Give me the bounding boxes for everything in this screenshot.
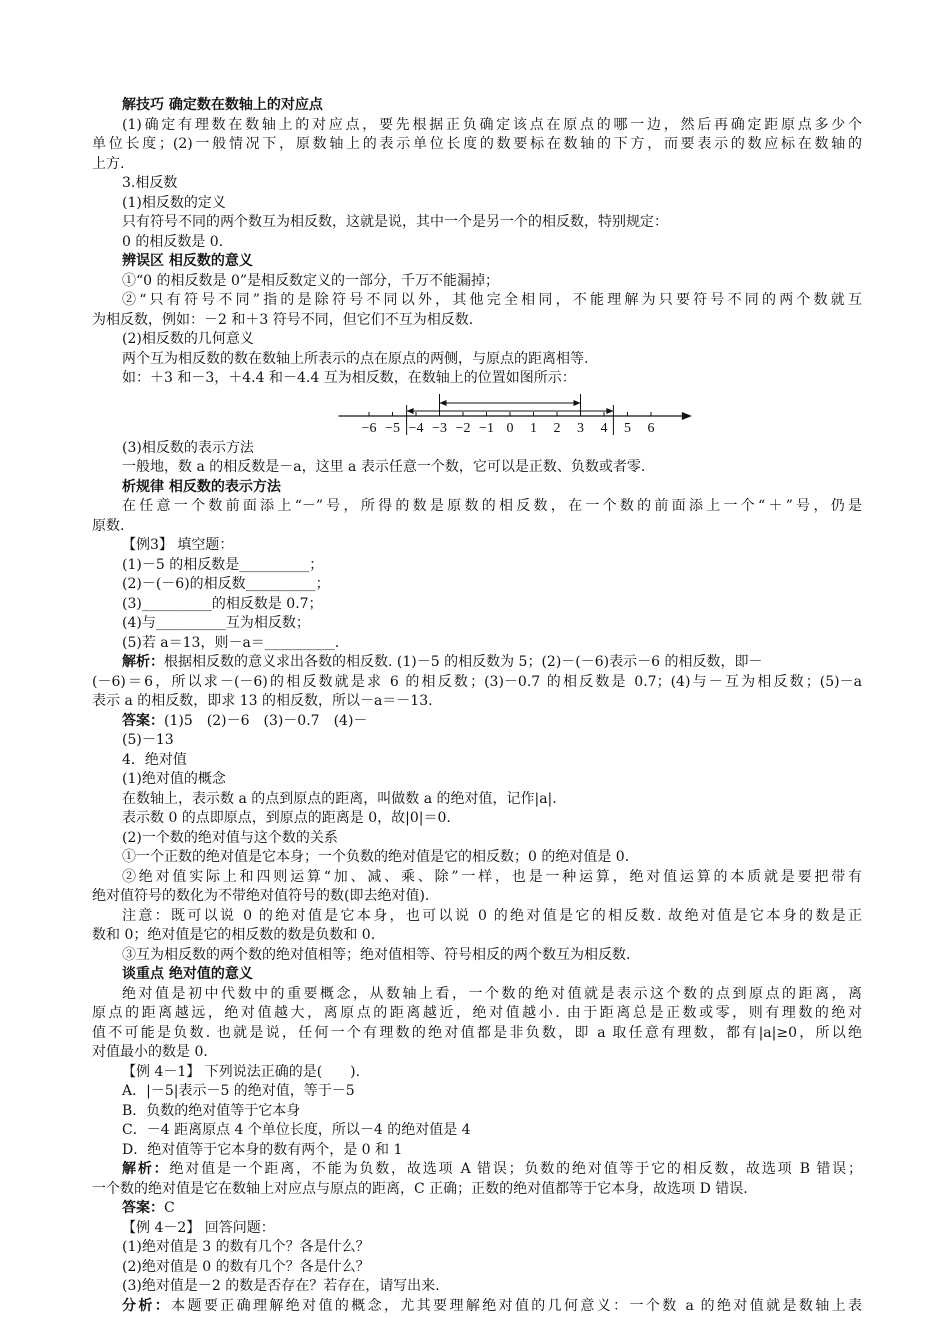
analysis-text: 根据相反数的意义求出各数的相反数. (1)－5 的相反数为 5；(2)－(－6)表示－6 的相反数，即－ [164, 654, 763, 670]
tick-label: 5 [624, 420, 631, 435]
analysis-text: 本题要正确理解绝对值的概念，尤其要理解绝对值的几何意义：一个数 a 的绝对值就是数轴上表 [171, 1297, 862, 1314]
analysis-label: 分析： [122, 1297, 172, 1314]
question-item: (2)绝对值是 0 的数有几个？各是什么？ [122, 1258, 370, 1275]
analysis-line: 一个数的绝对值是它在数轴上对应点与原点的距离，C 正确；正数的绝对值都等于它本身，故选项 D 错误. [92, 1180, 748, 1197]
tick-label: −6 [361, 420, 377, 435]
paragraph-line: ③互为相反数的两个数的绝对值相等；绝对值相等、符号相反的两个数互为相反数. [122, 946, 631, 963]
analysis-line [92, 1297, 862, 1317]
bracket-arrow-icon [574, 400, 581, 406]
note-line: 注意：既可以说 0 的绝对值是它本身，也可以说 0 的绝对值是它的相反数. 故绝对值是它本身的数是正 [122, 907, 862, 924]
tip-heading: 辨误区 相反数的意义 [122, 253, 253, 269]
analysis-label: 解析： [122, 654, 164, 670]
tick-label: 2 [553, 420, 561, 435]
paragraph-line: 如：＋3 和－3，＋4.4 和－4.4 互为相反数，在数轴上的位置如图所示： [122, 370, 576, 386]
tick-label: −5 [385, 420, 400, 435]
paragraph-line: 绝对值是初中代数中的重要概念，从数轴上看，一个数的绝对值就是表示这个数的点到原点的距离，离 [122, 985, 862, 1002]
subsection-title: (3)相反数的表示方法 [122, 439, 254, 456]
example-heading: 【例 4－2】 回答问题： [122, 1219, 275, 1236]
paragraph-line: 两个互为相反数的数在数轴上所表示的点在原点的两侧，与原点的距离相等. [122, 350, 589, 367]
paragraph-line: 绝对值符号的数化为不带绝对值符号的数(即去绝对值). [92, 888, 430, 904]
paragraph-line: ①“0 的相反数是 0”是相反数定义的一部分，千万不能漏掉； [122, 272, 500, 289]
paragraph-line: ①一个正数的绝对值是它本身；一个负数的绝对值是它的相反数；0 的绝对值是 0. [122, 849, 630, 865]
tip-heading: 解技巧 确定数在数轴上的对应点 [122, 97, 323, 113]
analysis-line: (－6)＝6，所以求－(－6)的相反数就是求 6 的相反数；(3)－0.7 的相反数是 0.7；(4)与－互为相反数；(5)－a [92, 673, 862, 690]
answer-line: (5)－13 [122, 732, 174, 748]
tick-label: −2 [455, 420, 471, 435]
option-d: D．绝对值等于它本身的数有两个，是 0 和 1 [122, 1141, 403, 1158]
option-b: B．负数的绝对值等于它本身 [122, 1102, 301, 1119]
paragraph-line: 在任意一个数前面添上“－”号，所得的数是原数的相反数，在一个数的前面添上一个“＋”号，仍是 [122, 498, 862, 514]
question-item: (1)绝对值是 3 的数有几个？各是什么？ [122, 1239, 370, 1255]
answer-text: C [164, 1200, 175, 1216]
question-item: (3)绝对值是－2 的数是否存在？若存在，请写出来. [122, 1278, 440, 1294]
paragraph-line: 0 的相反数是 0. [122, 233, 224, 250]
option-a: A．|－5|表示－5 的绝对值，等于－5 [122, 1083, 355, 1099]
answer-line [92, 1199, 862, 1219]
document-page [92, 96, 862, 1316]
bracket-arrow-icon [407, 408, 414, 414]
tick-label: 1 [530, 420, 537, 435]
subsection-title: (2)一个数的绝对值与这个数的关系 [122, 829, 338, 846]
paragraph-line: ②“只有符号不同”指的是除符号不同以外，其他完全相同，不能理解为只要符号不同的两个数就互 [122, 292, 862, 308]
analysis-line: 表示 a 的相反数，即求 13 的相反数，所以－a＝－13. [92, 693, 433, 709]
paragraph-line: 单位长度；(2)一般情况下，原数轴上的表示单位长度的数要标在数轴的下方，而要表示的数应标在数轴的 [92, 136, 862, 152]
analysis-line [92, 653, 862, 673]
answer-label: 答案： [122, 712, 164, 729]
example-heading: 【例3】 填空题： [122, 537, 234, 553]
example-heading: 【例 4－1】 下列说法正确的是( ). [122, 1063, 361, 1080]
option-c: C．－4 距离原点 4 个单位长度，所以－4 的绝对值是 4 [122, 1122, 471, 1138]
paragraph-line: ②绝对值实际上和四则运算“加、减、乘、除”一样，也是一种运算，绝对值运算的本质就是要把带有 [122, 868, 862, 885]
subsection-title: (2)相反数的几何意义 [122, 331, 254, 347]
tick-label: 6 [647, 420, 655, 435]
bracket-arrow-icon [606, 408, 613, 414]
paragraph-line: 在数轴上，表示数 a 的点到原点的距离，叫做数 a 的绝对值，记作|a|. [122, 790, 557, 807]
section-title: 3.相反数 [122, 175, 178, 191]
tick-label: 4 [600, 420, 608, 435]
question-item: (4)与__________互为相反数； [122, 615, 310, 631]
answer-label: 答案： [122, 1200, 164, 1216]
paragraph-line: 表示数 0 的点即原点，到原点的距离是 0，故|0|＝0. [122, 810, 451, 826]
bracket-arrow-icon [440, 400, 447, 406]
analysis-text: 绝对值是一个距离，不能为负数，故选项 A 错误；负数的绝对值等于它的相反数，故选项 B 错误； [169, 1161, 862, 1177]
tip-heading: 谈重点 绝对值的意义 [122, 966, 253, 982]
analysis-line [92, 1160, 862, 1180]
paragraph-line: 为相反数，例如：－2 和＋3 符号不同，但它们不互为相反数. [92, 311, 474, 328]
question-item: (1)－5 的相反数是__________； [122, 556, 324, 573]
section-title: 4．绝对值 [122, 751, 187, 768]
subsection-title: (1)绝对值的概念 [122, 771, 226, 787]
paragraph-line: 对值最小的数是 0. [92, 1044, 208, 1060]
answer-text: (1)5 (2)－6 (3)－0.7 (4)－ [164, 712, 368, 729]
number-line-svg [92, 391, 862, 435]
axis-arrow-icon [682, 412, 692, 420]
paragraph-line: 一般地，数 a 的相反数是－a，这里 a 表示任意一个数，它可以是正数、负数或者零. [122, 459, 646, 475]
note-line: 数和 0；绝对值是它的相反数的数是负数和 0. [92, 927, 376, 943]
question-item: (2)－(－6)的相反数__________； [122, 576, 330, 592]
tick-label: 3 [577, 420, 584, 435]
paragraph-line: 上方. [92, 155, 125, 172]
paragraph-line: 原数. [92, 517, 125, 534]
paragraph-line: (1)确定有理数在数轴上的对应点，要先根据正负确定该点在原点的哪一边，然后再确定距原点多少个 [122, 116, 862, 133]
tick-label: −4 [408, 420, 424, 435]
tip-heading: 析规律 相反数的表示方法 [122, 478, 281, 495]
tick-label: −3 [432, 420, 447, 435]
question-item: (3)__________的相反数是 0.7； [122, 595, 323, 612]
paragraph-line: 只有符号不同的两个数互为相反数，这就是说，其中一个是另一个的相反数，特别规定： [122, 214, 668, 230]
answer-line [92, 712, 862, 732]
number-line-figure [92, 391, 862, 435]
tick-label: 0 [506, 420, 514, 435]
paragraph-line: 值不可能是负数. 也就是说，任何一个有理数的绝对值都是非负数，即 a 取任意有理数，都有|a|≥0，所以绝 [92, 1024, 862, 1041]
subsection-title: (1)相反数的定义 [122, 194, 226, 211]
question-item: (5)若 a＝13，则－a＝__________. [122, 634, 340, 651]
tick-label: −1 [479, 420, 494, 435]
paragraph-line: 原点的距离越远，绝对值越大，离原点的距离越近，绝对值越小. 由于距离总是正数或零，则有理数的绝对 [92, 1005, 862, 1021]
analysis-label: 解析： [122, 1161, 170, 1177]
